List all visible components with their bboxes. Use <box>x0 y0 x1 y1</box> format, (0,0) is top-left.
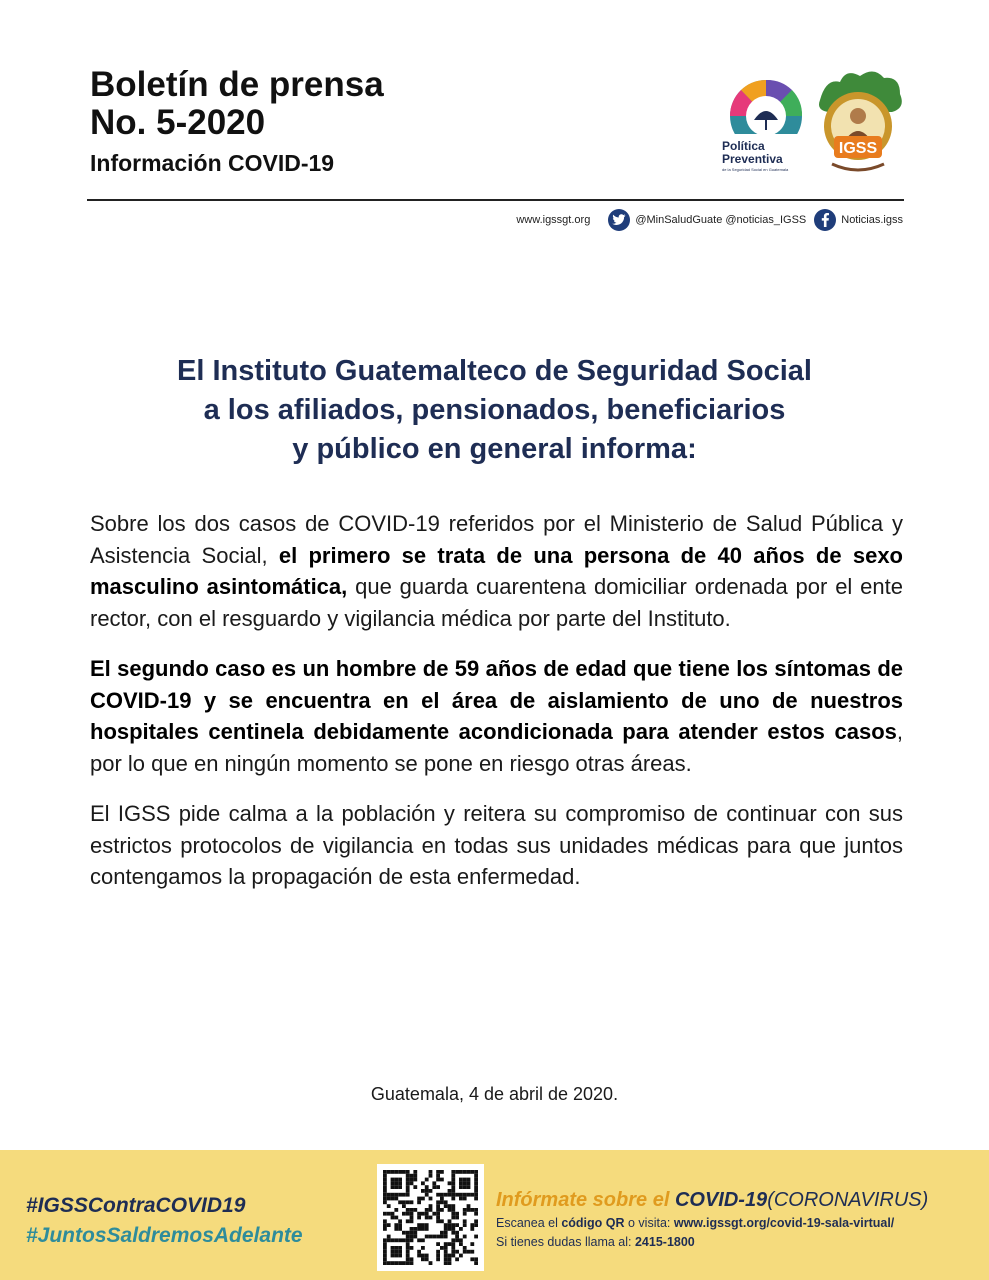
info-heading-covid: COVID-19 <box>674 1189 768 1211</box>
hashtag-igss: #IGSSContraCOVID19 <box>26 1194 246 1217</box>
announcement-heading <box>80 352 909 469</box>
paragraph-1-bold: el primero se trata de una persona de 40 años de sexo masculino asintomática, <box>90 542 903 599</box>
heading-line-3: y público en general informa: <box>292 433 697 465</box>
paragraph-3: El IGSS pide calma a la población y reitera su compromiso de continuar con sus estrictos protocolos de vigilancia en todas sus unidades médicas para que juntos contengamos la propagación de esta enfermedad. <box>90 801 903 889</box>
logo-text-preventiva: Preventiva <box>722 152 783 166</box>
contact-bar <box>516 206 903 234</box>
logo-text-caption: de la Seguridad Social en Guatemala <box>722 167 789 172</box>
paragraph-1 <box>90 508 903 634</box>
heading-line-1: El Instituto Guatemalteco de Seguridad Social <box>177 355 812 387</box>
twitter-handles[interactable]: @MinSaludGuate @noticias_IGSS <box>635 214 807 226</box>
paragraph-2-text-end: , por lo que en ningún momento se pone en riesgo otras áreas. <box>90 719 903 776</box>
politica-preventiva-logo <box>720 80 808 172</box>
info-qr-text: código QR <box>561 1216 625 1230</box>
bulletin-body <box>90 508 903 912</box>
bulletin-subtitle: Información COVID-19 <box>90 150 335 176</box>
header-divider <box>87 199 904 201</box>
info-line-qr <box>496 1214 976 1233</box>
info-url-link[interactable]: www.igssgt.org/covid-19-sala-virtual/ <box>673 1216 895 1230</box>
heading-line-2: a los afiliados, pensionados, beneficiarios <box>203 394 786 426</box>
info-phone-number[interactable]: 2415-1800 <box>634 1235 695 1249</box>
logo-text-politica: Política <box>722 139 765 153</box>
info-scan-text: Escanea el <box>496 1216 562 1230</box>
info-heading <box>496 1186 976 1214</box>
facebook-icon[interactable] <box>814 209 836 231</box>
igss-logo <box>819 71 902 170</box>
twitter-icon[interactable] <box>608 209 630 231</box>
dateline: Guatemala, 4 de abril de 2020. <box>370 1084 619 1104</box>
footer-info <box>496 1186 976 1252</box>
hashtag-juntos: #JuntosSaldremosAdelante <box>26 1224 303 1247</box>
bulletin-number: No. 5-2020 <box>90 103 266 142</box>
bulletin-header <box>90 66 384 178</box>
info-line-phone <box>496 1233 976 1252</box>
logo-text-igss: IGSS <box>838 140 878 157</box>
hashtags <box>26 1191 303 1251</box>
info-heading-coronavirus: (CORONAVIRUS) <box>767 1189 929 1211</box>
paragraph-2 <box>90 653 903 779</box>
paragraph-2-bold: El segundo caso es un hombre de 59 años de edad que tiene los síntomas de COVID-19 y se encuentra en el área de aislamiento de uno de nuestros hospitales centinela debidamente acondicionada para atender estos casos <box>90 656 903 744</box>
bulletin-title: Boletín de prensa <box>90 65 384 104</box>
logos <box>720 64 906 176</box>
paragraph-1-text: Sobre los dos casos de COVID-19 referidos por el Ministerio de Salud Pública y Asistencia Social, <box>90 511 903 568</box>
website-link[interactable]: www.igssgt.org <box>516 214 591 226</box>
qr-code[interactable] <box>377 1164 484 1271</box>
facebook-page[interactable]: Noticias.igss <box>841 214 903 226</box>
info-phone-label: Si tienes dudas llama al: <box>496 1235 635 1249</box>
info-visit-text: o visita: <box>624 1216 674 1230</box>
paragraph-1-text-end: que guarda cuarentena domiciliar ordenada por el ente rector, con el resguardo y vigilancia médica por parte del Instituto. <box>90 574 903 631</box>
footer-banner <box>0 1150 989 1280</box>
info-heading-lead: Infórmate sobre el <box>496 1189 675 1211</box>
